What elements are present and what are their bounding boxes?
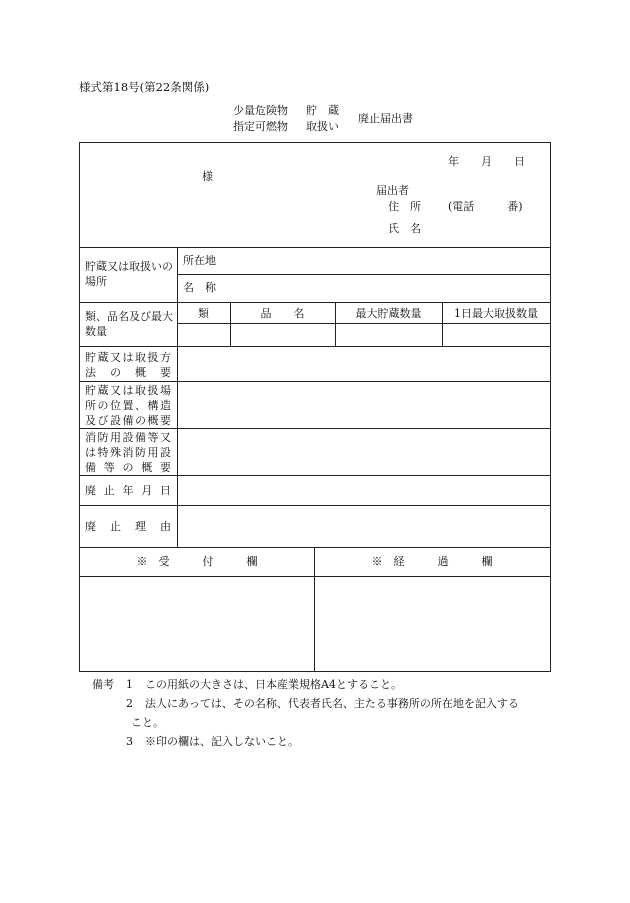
title-line1-a: 少量危険物 <box>233 104 288 117</box>
address-label: 住 所 <box>388 200 421 213</box>
notifier-label: 届出者 <box>376 184 409 197</box>
col-item-header: 品 名 <box>260 307 305 320</box>
reception-column-header: ※ 受 付 欄 <box>136 555 258 568</box>
col-daily-max-header: 1日最大取扱数量 <box>454 307 538 320</box>
items-label: 類、品名及び最大数量 <box>85 310 173 338</box>
title-line2-b: 取扱い <box>306 120 339 133</box>
note-1-number: 1 <box>126 678 133 691</box>
note-3-number: 3 <box>126 735 133 748</box>
notes-label: 備考 <box>92 678 114 691</box>
title-line1-b: 貯 蔵 <box>306 104 339 117</box>
col-max-storage-header: 最大貯蔵数量 <box>355 307 422 320</box>
place-label: 貯蔵又は取扱いの場所 <box>85 260 173 288</box>
note-2-line-1: 法人にあっては、その名称、代表者氏名、主たる事務所の所在地を記入する <box>145 697 519 710</box>
note-2-number: 2 <box>126 697 133 710</box>
note-3: ※印の欄は、記入しないこと。 <box>145 735 299 748</box>
title-line2-a: 指定可燃物 <box>233 120 288 133</box>
abolish-reason-label: 廃止理由 <box>85 520 171 533</box>
date-field: 年 月 日 <box>448 155 525 168</box>
notification-form <box>79 142 551 672</box>
page-title: 廃止届出書 <box>358 112 413 125</box>
addressee-label: 様 <box>202 170 213 183</box>
location-label: 所在地 <box>183 254 216 267</box>
designation-label: 名 称 <box>183 281 216 294</box>
note-1: この用紙の大きさは、日本産業規格A4とすること。 <box>145 678 402 691</box>
name-label: 氏 名 <box>388 222 421 235</box>
col-class-header: 類 <box>198 307 209 320</box>
form-number: 様式第18号(第22条関係) <box>79 80 210 94</box>
method-label: 貯蔵又は取扱方法の概要 <box>85 351 171 379</box>
fire-equipment-label: 消防用設備等又は特殊消防用設備等の概要 <box>85 431 171 474</box>
abolish-date-label: 廃止年月日 <box>85 484 171 497</box>
progress-column-header: ※ 経 過 欄 <box>371 555 493 568</box>
note-2-line-2: こと。 <box>131 716 164 729</box>
phone-label: (電話 番) <box>448 200 523 213</box>
facility-label: 貯蔵又は取扱場所の位置、構造及び設備の概要 <box>85 384 171 427</box>
